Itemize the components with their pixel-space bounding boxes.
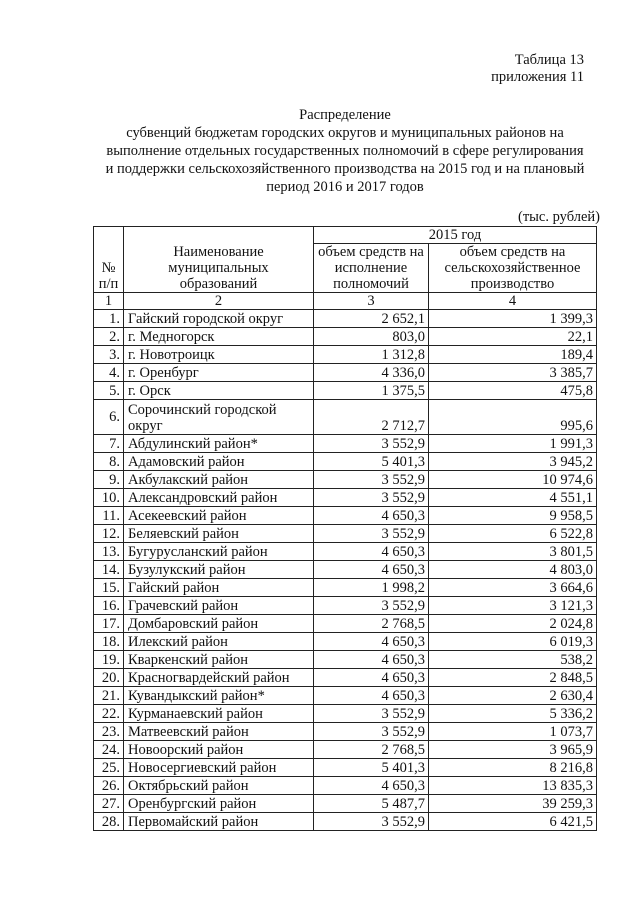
powers-amount: 4 650,3 — [314, 777, 429, 795]
municipality-name: Кувандыкский район* — [124, 687, 314, 705]
table-row — [94, 382, 597, 400]
agriculture-amount: 3 385,7 — [429, 364, 597, 382]
table-row — [94, 489, 597, 507]
agriculture-amount: 2 630,4 — [429, 687, 597, 705]
col-number-3: 3 — [314, 293, 429, 310]
powers-amount: 5 401,3 — [314, 453, 429, 471]
table-row — [94, 741, 597, 759]
table-row — [94, 579, 597, 597]
col-v1-header: объем средств на исполнение полномочий — [314, 244, 429, 293]
powers-amount: 2 652,1 — [314, 310, 429, 328]
table-row — [94, 471, 597, 489]
agriculture-amount: 3 664,6 — [429, 579, 597, 597]
year-header: 2015 год — [314, 227, 597, 244]
unit-note: (тыс. рублей) — [518, 209, 600, 225]
powers-amount: 1 312,8 — [314, 346, 429, 364]
municipality-name: Абдулинский район* — [124, 435, 314, 453]
table-row — [94, 525, 597, 543]
municipality-name: Новосергиевский район — [124, 759, 314, 777]
row-number: 10. — [94, 489, 124, 507]
row-number: 25. — [94, 759, 124, 777]
agriculture-amount: 1 073,7 — [429, 723, 597, 741]
municipality-name: Александровский район — [124, 489, 314, 507]
title-line-4: и поддержки сельскохозяйственного производства на 2015 год и на плановый — [105, 161, 585, 177]
row-number: 9. — [94, 471, 124, 489]
table-row — [94, 651, 597, 669]
powers-amount: 1 998,2 — [314, 579, 429, 597]
table-row — [94, 759, 597, 777]
agriculture-amount: 9 958,5 — [429, 507, 597, 525]
row-number: 11. — [94, 507, 124, 525]
table-row — [94, 507, 597, 525]
municipality-name — [124, 400, 314, 435]
row-number: 17. — [94, 615, 124, 633]
appendix-label: приложения 11 — [491, 69, 584, 85]
row-number: 15. — [94, 579, 124, 597]
powers-amount: 2 768,5 — [314, 741, 429, 759]
municipality-name: Домбаровский район — [124, 615, 314, 633]
table-row — [94, 561, 597, 579]
powers-amount: 4 650,3 — [314, 651, 429, 669]
row-number: 2. — [94, 328, 124, 346]
agriculture-amount: 2 848,5 — [429, 669, 597, 687]
powers-amount: 4 650,3 — [314, 669, 429, 687]
powers-amount: 2 768,5 — [314, 615, 429, 633]
powers-amount: 1 375,5 — [314, 382, 429, 400]
row-number: 4. — [94, 364, 124, 382]
row-number: 16. — [94, 597, 124, 615]
row-number: 1. — [94, 310, 124, 328]
table-row — [94, 615, 597, 633]
title-line-1: Распределение — [299, 107, 391, 123]
col-v2-header: объем средств на сельскохозяйственное производство — [429, 244, 597, 293]
row-number: 28. — [94, 813, 124, 831]
powers-amount: 5 487,7 — [314, 795, 429, 813]
title-line-2: субвенций бюджетам городских округов и муниципальных районов на — [126, 125, 564, 141]
powers-amount: 3 552,9 — [314, 471, 429, 489]
powers-amount: 4 336,0 — [314, 364, 429, 382]
municipality-name: Бузулукский район — [124, 561, 314, 579]
agriculture-amount: 189,4 — [429, 346, 597, 364]
agriculture-amount: 3 965,9 — [429, 741, 597, 759]
row-number: 26. — [94, 777, 124, 795]
municipality-name: г. Медногорск — [124, 328, 314, 346]
municipality-name: Илекский район — [124, 633, 314, 651]
row-number: 3. — [94, 346, 124, 364]
table-row — [94, 453, 597, 471]
table-row — [94, 310, 597, 328]
title-line-3: выполнение отдельных государственных полномочий в сфере регулирования — [106, 143, 584, 159]
municipality-name: Грачевский район — [124, 597, 314, 615]
row-number: 22. — [94, 705, 124, 723]
municipality-name: Первомайский район — [124, 813, 314, 831]
municipality-name: Матвеевский район — [124, 723, 314, 741]
row-number: 7. — [94, 435, 124, 453]
agriculture-amount: 4 551,1 — [429, 489, 597, 507]
row-number: 18. — [94, 633, 124, 651]
table-header-row-1 — [94, 227, 597, 244]
agriculture-amount: 2 024,8 — [429, 615, 597, 633]
distribution-table — [93, 226, 597, 831]
row-number: 27. — [94, 795, 124, 813]
municipality-name: Красногвардейский район — [124, 669, 314, 687]
table-row — [94, 795, 597, 813]
municipality-name: Кваркенский район — [124, 651, 314, 669]
col-number-2: 2 — [124, 293, 314, 310]
agriculture-amount: 6 019,3 — [429, 633, 597, 651]
title-line-5: период 2016 и 2017 годов — [266, 179, 424, 195]
agriculture-amount: 538,2 — [429, 651, 597, 669]
col-number-4: 4 — [429, 293, 597, 310]
municipality-name: г. Новотроицк — [124, 346, 314, 364]
agriculture-amount: 13 835,3 — [429, 777, 597, 795]
municipality-name: Гайский городской округ — [124, 310, 314, 328]
col-num-header: № п/п — [94, 227, 124, 293]
table-row — [94, 687, 597, 705]
municipality-name: Асекеевский район — [124, 507, 314, 525]
table-row — [94, 543, 597, 561]
agriculture-amount: 3 945,2 — [429, 453, 597, 471]
row-number: 12. — [94, 525, 124, 543]
row-number: 24. — [94, 741, 124, 759]
row-number: 21. — [94, 687, 124, 705]
table-row — [94, 723, 597, 741]
agriculture-amount: 10 974,6 — [429, 471, 597, 489]
municipality-name: Октябрьский район — [124, 777, 314, 795]
municipality-name-line-2: округ — [128, 418, 163, 434]
municipality-name: Курманаевский район — [124, 705, 314, 723]
row-number: 23. — [94, 723, 124, 741]
table-row — [94, 364, 597, 382]
row-number: 6. — [94, 400, 124, 435]
agriculture-amount: 995,6 — [429, 400, 597, 435]
agriculture-amount: 5 336,2 — [429, 705, 597, 723]
powers-amount: 3 552,9 — [314, 489, 429, 507]
column-number-row — [94, 293, 597, 310]
row-number: 13. — [94, 543, 124, 561]
powers-amount: 4 650,3 — [314, 633, 429, 651]
municipality-name: Адамовский район — [124, 453, 314, 471]
municipality-name: г. Оренбург — [124, 364, 314, 382]
table-row — [94, 435, 597, 453]
municipality-name: Акбулакский район — [124, 471, 314, 489]
row-number: 8. — [94, 453, 124, 471]
table-row — [94, 777, 597, 795]
row-number: 14. — [94, 561, 124, 579]
powers-amount: 3 552,9 — [314, 705, 429, 723]
powers-amount: 2 712,7 — [314, 400, 429, 435]
municipality-name: Оренбургский район — [124, 795, 314, 813]
table-row — [94, 346, 597, 364]
table-row — [94, 813, 597, 831]
powers-amount: 3 552,9 — [314, 723, 429, 741]
row-number: 5. — [94, 382, 124, 400]
agriculture-amount: 22,1 — [429, 328, 597, 346]
agriculture-amount: 3 801,5 — [429, 543, 597, 561]
agriculture-amount: 4 803,0 — [429, 561, 597, 579]
agriculture-amount: 1 399,3 — [429, 310, 597, 328]
municipality-name-line-1: Сорочинский городской — [128, 402, 277, 418]
table-row — [94, 633, 597, 651]
row-number: 19. — [94, 651, 124, 669]
powers-amount: 3 552,9 — [314, 525, 429, 543]
agriculture-amount: 6 421,5 — [429, 813, 597, 831]
agriculture-amount: 39 259,3 — [429, 795, 597, 813]
row-number: 20. — [94, 669, 124, 687]
powers-amount: 5 401,3 — [314, 759, 429, 777]
agriculture-amount: 1 991,3 — [429, 435, 597, 453]
municipality-name: Беляевский район — [124, 525, 314, 543]
table-row — [94, 669, 597, 687]
col-number-1: 1 — [94, 293, 124, 310]
col-name-header: Наименование муниципальных образований — [124, 227, 314, 293]
powers-amount: 3 552,9 — [314, 813, 429, 831]
agriculture-amount: 475,8 — [429, 382, 597, 400]
powers-amount: 4 650,3 — [314, 561, 429, 579]
powers-amount: 3 552,9 — [314, 597, 429, 615]
powers-amount: 4 650,3 — [314, 687, 429, 705]
municipality-name: Гайский район — [124, 579, 314, 597]
municipality-name: г. Орск — [124, 382, 314, 400]
table-row — [94, 705, 597, 723]
document-title — [100, 106, 590, 196]
agriculture-amount: 8 216,8 — [429, 759, 597, 777]
powers-amount: 4 650,3 — [314, 507, 429, 525]
powers-amount: 803,0 — [314, 328, 429, 346]
table-row — [94, 328, 597, 346]
table-row — [94, 597, 597, 615]
powers-amount: 3 552,9 — [314, 435, 429, 453]
agriculture-amount: 6 522,8 — [429, 525, 597, 543]
municipality-name: Новоорский район — [124, 741, 314, 759]
table-row — [94, 400, 597, 435]
table-label: Таблица 13 — [514, 52, 584, 68]
agriculture-amount: 3 121,3 — [429, 597, 597, 615]
powers-amount: 4 650,3 — [314, 543, 429, 561]
municipality-name: Бугурусланский район — [124, 543, 314, 561]
document-header — [491, 52, 584, 86]
